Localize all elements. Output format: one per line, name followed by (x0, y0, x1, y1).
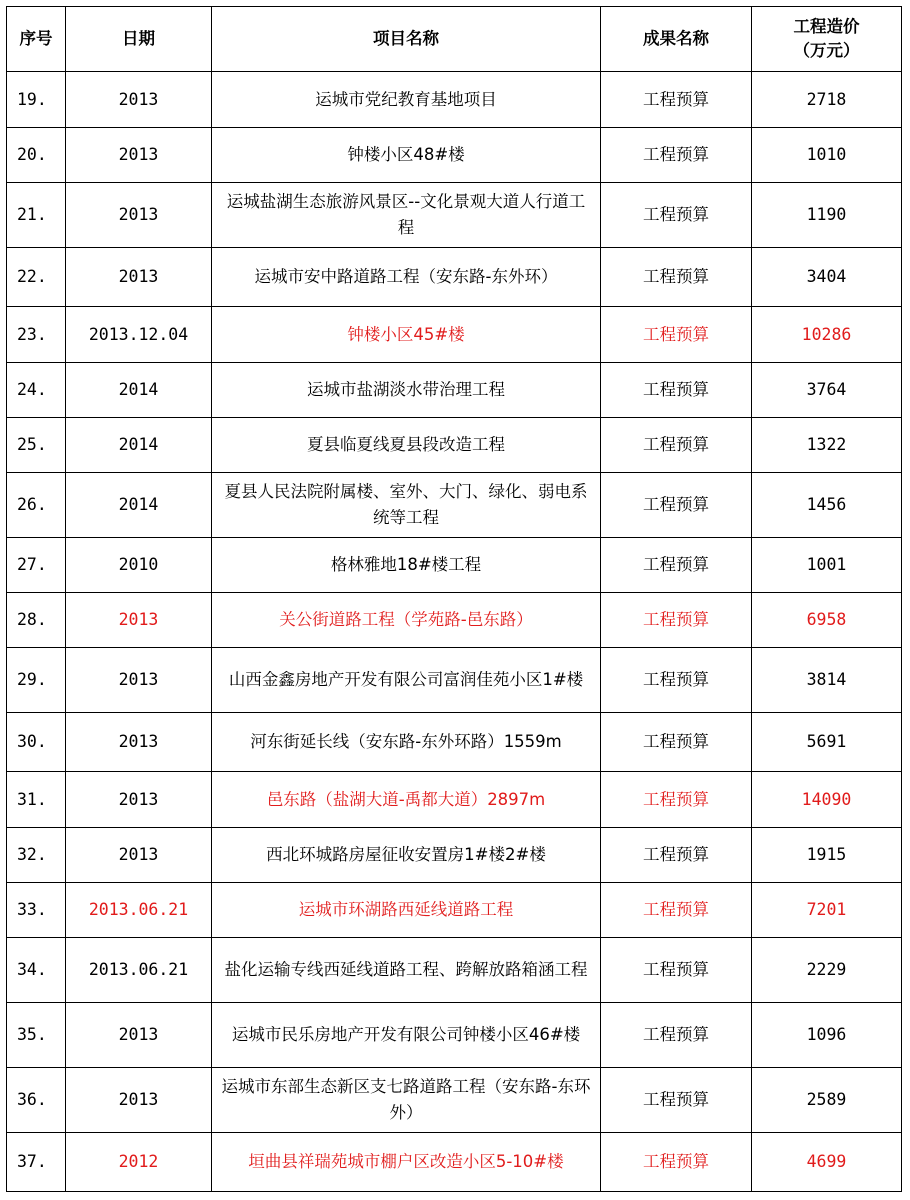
table-row (7, 1068, 902, 1133)
header-cost-line2: （万元） (793, 41, 860, 60)
cell-project: 格林雅地18#楼工程 (212, 538, 601, 593)
cell-date: 2013 (66, 1003, 212, 1068)
cell-cost: 2229 (752, 938, 902, 1003)
cell-date: 2013 (66, 248, 212, 307)
cell-date: 2014 (66, 473, 212, 538)
cell-result: 工程预算 (601, 538, 752, 593)
table-row-highlighted (7, 883, 902, 938)
cell-date: 2013 (66, 772, 212, 828)
cell-result: 工程预算 (601, 828, 752, 883)
cell-date: 2013 (66, 72, 212, 128)
cell-date: 2013.06.21 (66, 938, 212, 1003)
header-cost (752, 7, 902, 72)
table-row (7, 363, 902, 418)
cell-project: 运城市民乐房地产开发有限公司钟楼小区46#楼 (212, 1003, 601, 1068)
cell-cost: 5691 (752, 713, 902, 772)
table-row (7, 713, 902, 772)
cell-seq: 29. (7, 648, 66, 713)
cell-cost: 1010 (752, 128, 902, 183)
cell-seq: 27. (7, 538, 66, 593)
table-row (7, 538, 902, 593)
cell-cost: 1096 (752, 1003, 902, 1068)
cell-date: 2013 (66, 128, 212, 183)
cell-result: 工程预算 (601, 1068, 752, 1133)
table-row (7, 828, 902, 883)
cell-cost: 1001 (752, 538, 902, 593)
cell-seq: 30. (7, 713, 66, 772)
cell-date: 2013 (66, 713, 212, 772)
table-row (7, 473, 902, 538)
cell-cost: 2589 (752, 1068, 902, 1133)
cell-project: 运城盐湖生态旅游风景区--文化景观大道人行道工程 (212, 183, 601, 248)
cell-date: 2010 (66, 538, 212, 593)
cell-date: 2013 (66, 593, 212, 648)
table-row-highlighted (7, 593, 902, 648)
header-row (7, 7, 902, 72)
table-row (7, 72, 902, 128)
cell-seq: 25. (7, 418, 66, 473)
cell-result: 工程预算 (601, 938, 752, 1003)
cell-cost: 3814 (752, 648, 902, 713)
cell-seq: 37. (7, 1133, 66, 1192)
cell-project: 邑东路（盐湖大道-禹都大道）2897m (212, 772, 601, 828)
header-project: 项目名称 (212, 7, 601, 72)
cell-project: 夏县人民法院附属楼、室外、大门、绿化、弱电系统等工程 (212, 473, 601, 538)
cell-result: 工程预算 (601, 248, 752, 307)
cell-cost: 2718 (752, 72, 902, 128)
cell-seq: 23. (7, 307, 66, 363)
table-row-highlighted (7, 307, 902, 363)
table-row-highlighted (7, 772, 902, 828)
cell-result: 工程预算 (601, 307, 752, 363)
cell-date: 2014 (66, 363, 212, 418)
cell-cost: 14090 (752, 772, 902, 828)
cell-project: 垣曲县祥瑞苑城市棚户区改造小区5-10#楼 (212, 1133, 601, 1192)
table-row (7, 938, 902, 1003)
table-row (7, 648, 902, 713)
cell-cost: 1190 (752, 183, 902, 248)
cell-result: 工程预算 (601, 363, 752, 418)
header-seq: 序号 (7, 7, 66, 72)
cell-project: 运城市盐湖淡水带治理工程 (212, 363, 601, 418)
header-date: 日期 (66, 7, 212, 72)
cell-date: 2012 (66, 1133, 212, 1192)
header-cost-line1: 工程造价 (793, 17, 860, 36)
cell-result: 工程预算 (601, 1133, 752, 1192)
cell-result: 工程预算 (601, 772, 752, 828)
cell-cost: 6958 (752, 593, 902, 648)
table-row-highlighted (7, 1133, 902, 1192)
header-result: 成果名称 (601, 7, 752, 72)
cell-seq: 21. (7, 183, 66, 248)
cell-date: 2013.06.21 (66, 883, 212, 938)
cell-result: 工程预算 (601, 473, 752, 538)
cell-seq: 20. (7, 128, 66, 183)
cell-result: 工程预算 (601, 593, 752, 648)
cell-result: 工程预算 (601, 713, 752, 772)
cell-project: 山西金鑫房地产开发有限公司富润佳苑小区1#楼 (212, 648, 601, 713)
cell-project: 河东街延长线（安东路-东外环路）1559m (212, 713, 601, 772)
cell-project: 钟楼小区45#楼 (212, 307, 601, 363)
project-table (6, 6, 902, 1192)
cell-date: 2013 (66, 183, 212, 248)
cell-project: 钟楼小区48#楼 (212, 128, 601, 183)
cell-project: 运城市环湖路西延线道路工程 (212, 883, 601, 938)
cell-seq: 33. (7, 883, 66, 938)
cell-project: 西北环城路房屋征收安置房1#楼2#楼 (212, 828, 601, 883)
table-row (7, 128, 902, 183)
cell-project: 运城市安中路道路工程（安东路-东外环） (212, 248, 601, 307)
cell-seq: 36. (7, 1068, 66, 1133)
cell-cost: 4699 (752, 1133, 902, 1192)
cell-result: 工程预算 (601, 183, 752, 248)
cell-cost: 1322 (752, 418, 902, 473)
cell-date: 2013 (66, 828, 212, 883)
cell-seq: 19. (7, 72, 66, 128)
cell-seq: 32. (7, 828, 66, 883)
cell-project: 夏县临夏线夏县段改造工程 (212, 418, 601, 473)
cell-cost: 3764 (752, 363, 902, 418)
cell-result: 工程预算 (601, 418, 752, 473)
cell-cost: 7201 (752, 883, 902, 938)
cell-result: 工程预算 (601, 883, 752, 938)
cell-cost: 3404 (752, 248, 902, 307)
table-row (7, 248, 902, 307)
cell-seq: 22. (7, 248, 66, 307)
cell-seq: 31. (7, 772, 66, 828)
cell-result: 工程预算 (601, 128, 752, 183)
cell-project: 关公街道路工程（学苑路-邑东路） (212, 593, 601, 648)
cell-result: 工程预算 (601, 1003, 752, 1068)
cell-result: 工程预算 (601, 72, 752, 128)
cell-project: 运城市东部生态新区支七路道路工程（安东路-东环外） (212, 1068, 601, 1133)
cell-project: 盐化运输专线西延线道路工程、跨解放路箱涵工程 (212, 938, 601, 1003)
cell-seq: 28. (7, 593, 66, 648)
cell-date: 2013 (66, 648, 212, 713)
cell-seq: 26. (7, 473, 66, 538)
cell-cost: 10286 (752, 307, 902, 363)
table-row (7, 418, 902, 473)
cell-cost: 1915 (752, 828, 902, 883)
cell-date: 2014 (66, 418, 212, 473)
cell-cost: 1456 (752, 473, 902, 538)
cell-seq: 24. (7, 363, 66, 418)
cell-date: 2013 (66, 1068, 212, 1133)
table-row (7, 183, 902, 248)
cell-project: 运城市党纪教育基地项目 (212, 72, 601, 128)
cell-result: 工程预算 (601, 648, 752, 713)
cell-date: 2013.12.04 (66, 307, 212, 363)
cell-seq: 34. (7, 938, 66, 1003)
cell-seq: 35. (7, 1003, 66, 1068)
table-row (7, 1003, 902, 1068)
